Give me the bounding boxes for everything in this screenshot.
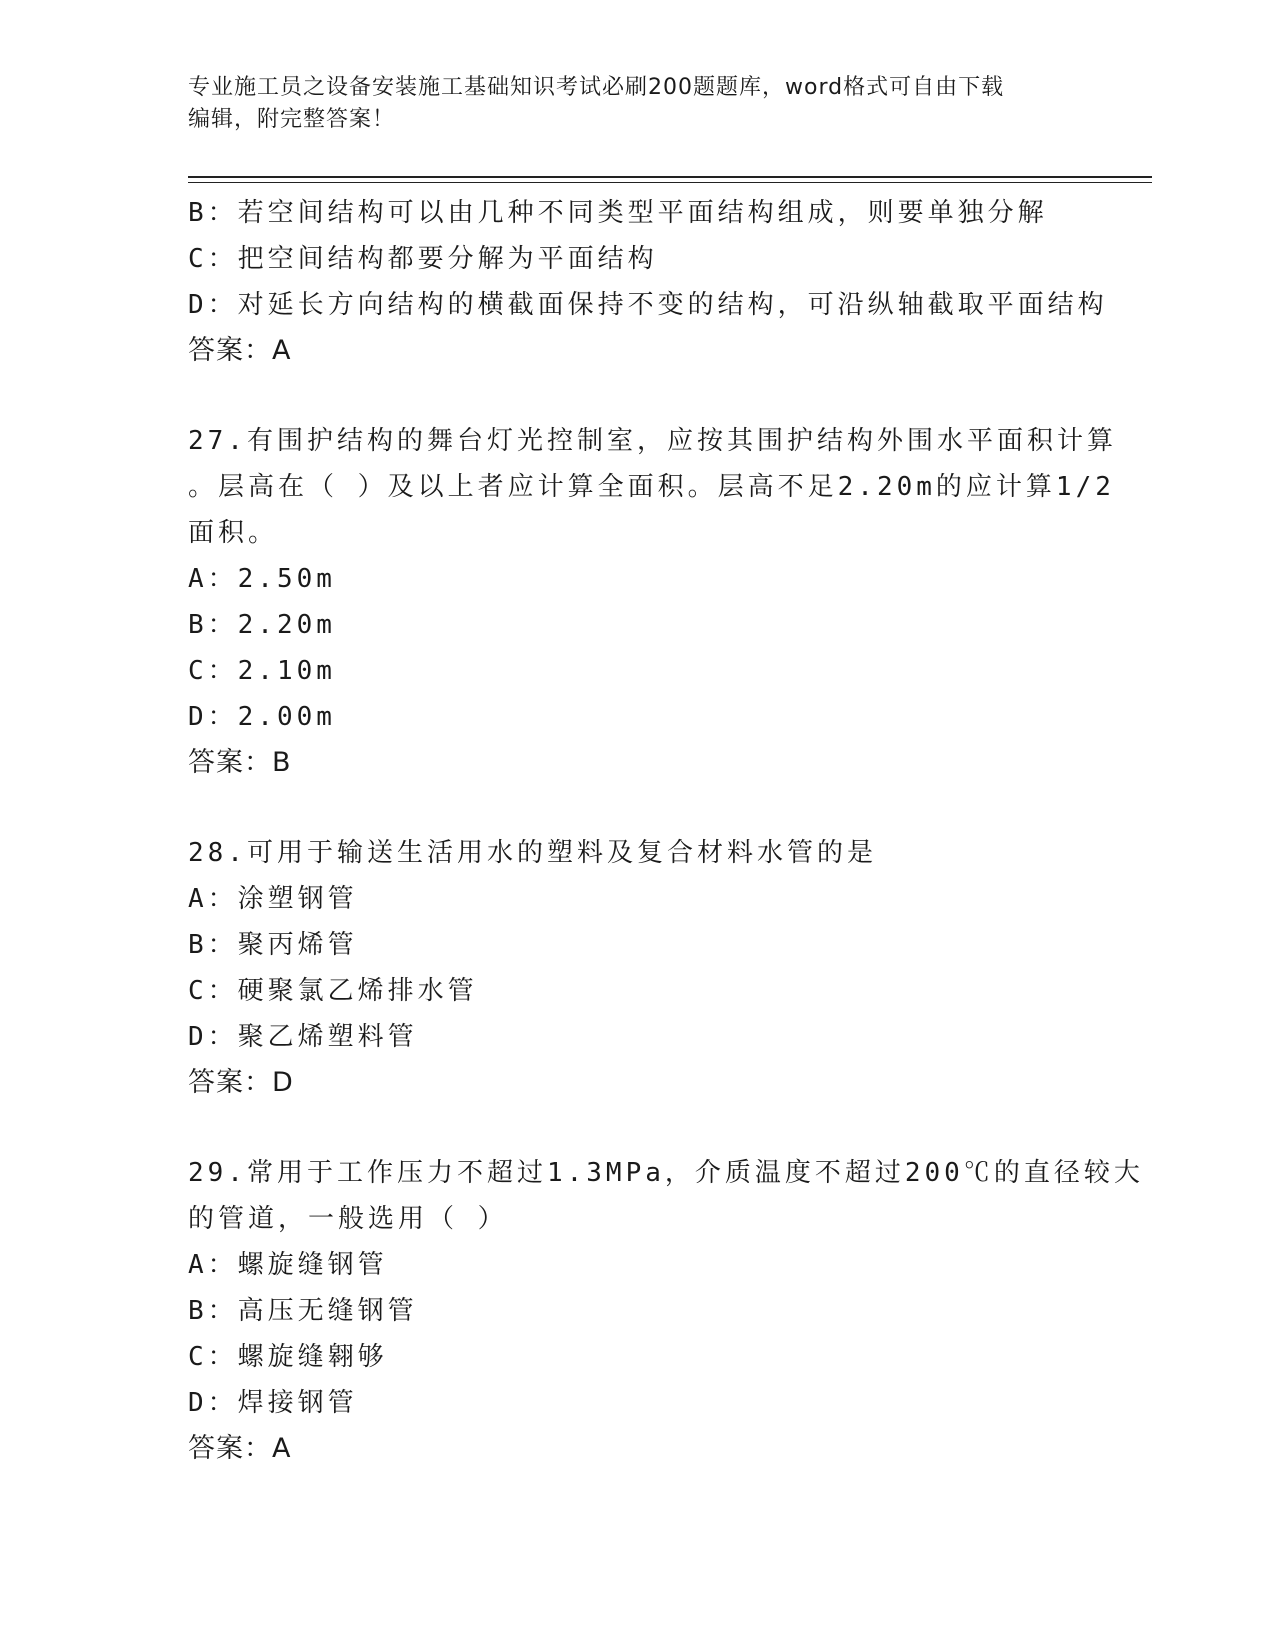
q27-stem-line-1: 27.有围护结构的舞台灯光控制室，应按其围护结构外围水平面积计算 [188, 426, 1117, 456]
document-header [188, 72, 1068, 136]
question-28 [188, 830, 1088, 1106]
q28-option-a: A：涂塑钢管 [188, 884, 358, 914]
q26-option-d: D：对延长方向结构的横截面保持不变的结构，可沿纵轴截取平面结构 [188, 290, 1108, 320]
question-26 [188, 190, 1108, 374]
spacer [188, 1106, 1088, 1150]
q28-option-b: B：聚丙烯管 [188, 930, 358, 960]
q27-option-c: C：2.10m [188, 656, 336, 686]
q29-option-b: B：高压无缝钢管 [188, 1296, 418, 1326]
spacer [188, 786, 1088, 830]
q27-option-d: D：2.00m [188, 702, 336, 732]
q28-option-c: C：硬聚氯乙烯排水管 [188, 976, 478, 1006]
q26-answer: 答案：A [188, 335, 292, 366]
header-title-line-2: 编辑，附完整答案！ [188, 107, 396, 132]
q27-answer: 答案：B [188, 747, 292, 778]
q27-stem-line-3: 面积。 [188, 518, 279, 548]
q29-answer: 答案：A [188, 1433, 292, 1464]
q29-option-a: A：螺旋缝钢管 [188, 1250, 388, 1280]
q28-option-d: D：聚乙烯塑料管 [188, 1022, 418, 1052]
header-title-line-1: 专业施工员之设备安装施工基础知识考试必刷200题题库，word格式可自由下载 [188, 75, 1005, 100]
q26-option-b: B：若空间结构可以由几种不同类型平面结构组成，则要单独分解 [188, 198, 1048, 228]
q29-stem-line-1: 29.常用于工作压力不超过1.3MPa，介质温度不超过200℃的直径较大 [188, 1158, 1144, 1188]
q27-option-b: B：2.20m [188, 610, 336, 640]
header-divider-thick [188, 176, 1152, 178]
q29-stem-line-2: 的管道，一般选用（ ） [188, 1204, 508, 1234]
q27-option-a: A：2.50m [188, 564, 336, 594]
q26-option-c: C：把空间结构都要分解为平面结构 [188, 244, 658, 274]
spacer [188, 374, 1088, 418]
header-divider-thin [188, 182, 1152, 183]
question-list [188, 190, 1144, 1472]
q28-stem-line-1: 28.可用于输送生活用水的塑料及复合材料水管的是 [188, 838, 877, 868]
q27-stem-line-2: 。层高在（ ）及以上者应计算全面积。层高不足2.20m的应计算1/2 [188, 472, 1115, 502]
q28-answer: 答案：D [188, 1067, 294, 1098]
q29-option-d: D：焊接钢管 [188, 1388, 358, 1418]
q29-option-c: C：螺旋缝翱够 [188, 1342, 388, 1372]
question-27 [188, 418, 1117, 786]
question-29 [188, 1150, 1144, 1472]
